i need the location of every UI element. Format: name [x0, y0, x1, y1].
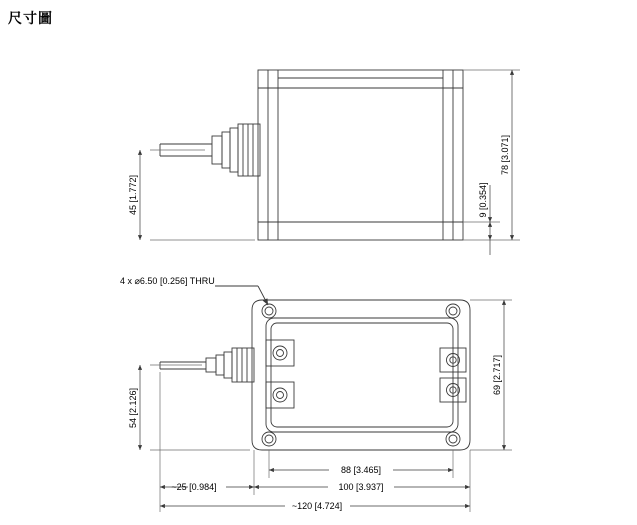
- dim-label-cable-axis-offset: 54 [2.126]: [128, 387, 138, 429]
- dim-label-flange-thickness: 9 [0.354]: [478, 182, 488, 218]
- dim-top-25: [160, 372, 254, 495]
- dim-top-54: [140, 365, 250, 450]
- dim-label-body-height: 78 [3.071]: [500, 134, 510, 176]
- side-view-geometry: [160, 70, 463, 240]
- hole-callout-label: 4 x ⌀6.50 [0.256] THRU: [120, 276, 215, 286]
- dim-side-78: [463, 70, 520, 240]
- dim-label-body-length: 100 [3.937]: [338, 482, 384, 492]
- dim-label-cable-axis-height: 45 [1.772]: [128, 174, 138, 216]
- dim-label-overall-length: ~120 [4.724]: [291, 501, 343, 511]
- page-title: 尺寸圖: [8, 10, 53, 26]
- dim-label-body-width: 69 [2.717]: [492, 354, 502, 396]
- dim-top-69: [470, 300, 512, 450]
- top-view-geometry: [160, 286, 470, 450]
- dim-label-hole-spacing: 88 [3.465]: [340, 465, 382, 475]
- dim-label-cable-protrusion: ~25 [0.984]: [171, 482, 217, 492]
